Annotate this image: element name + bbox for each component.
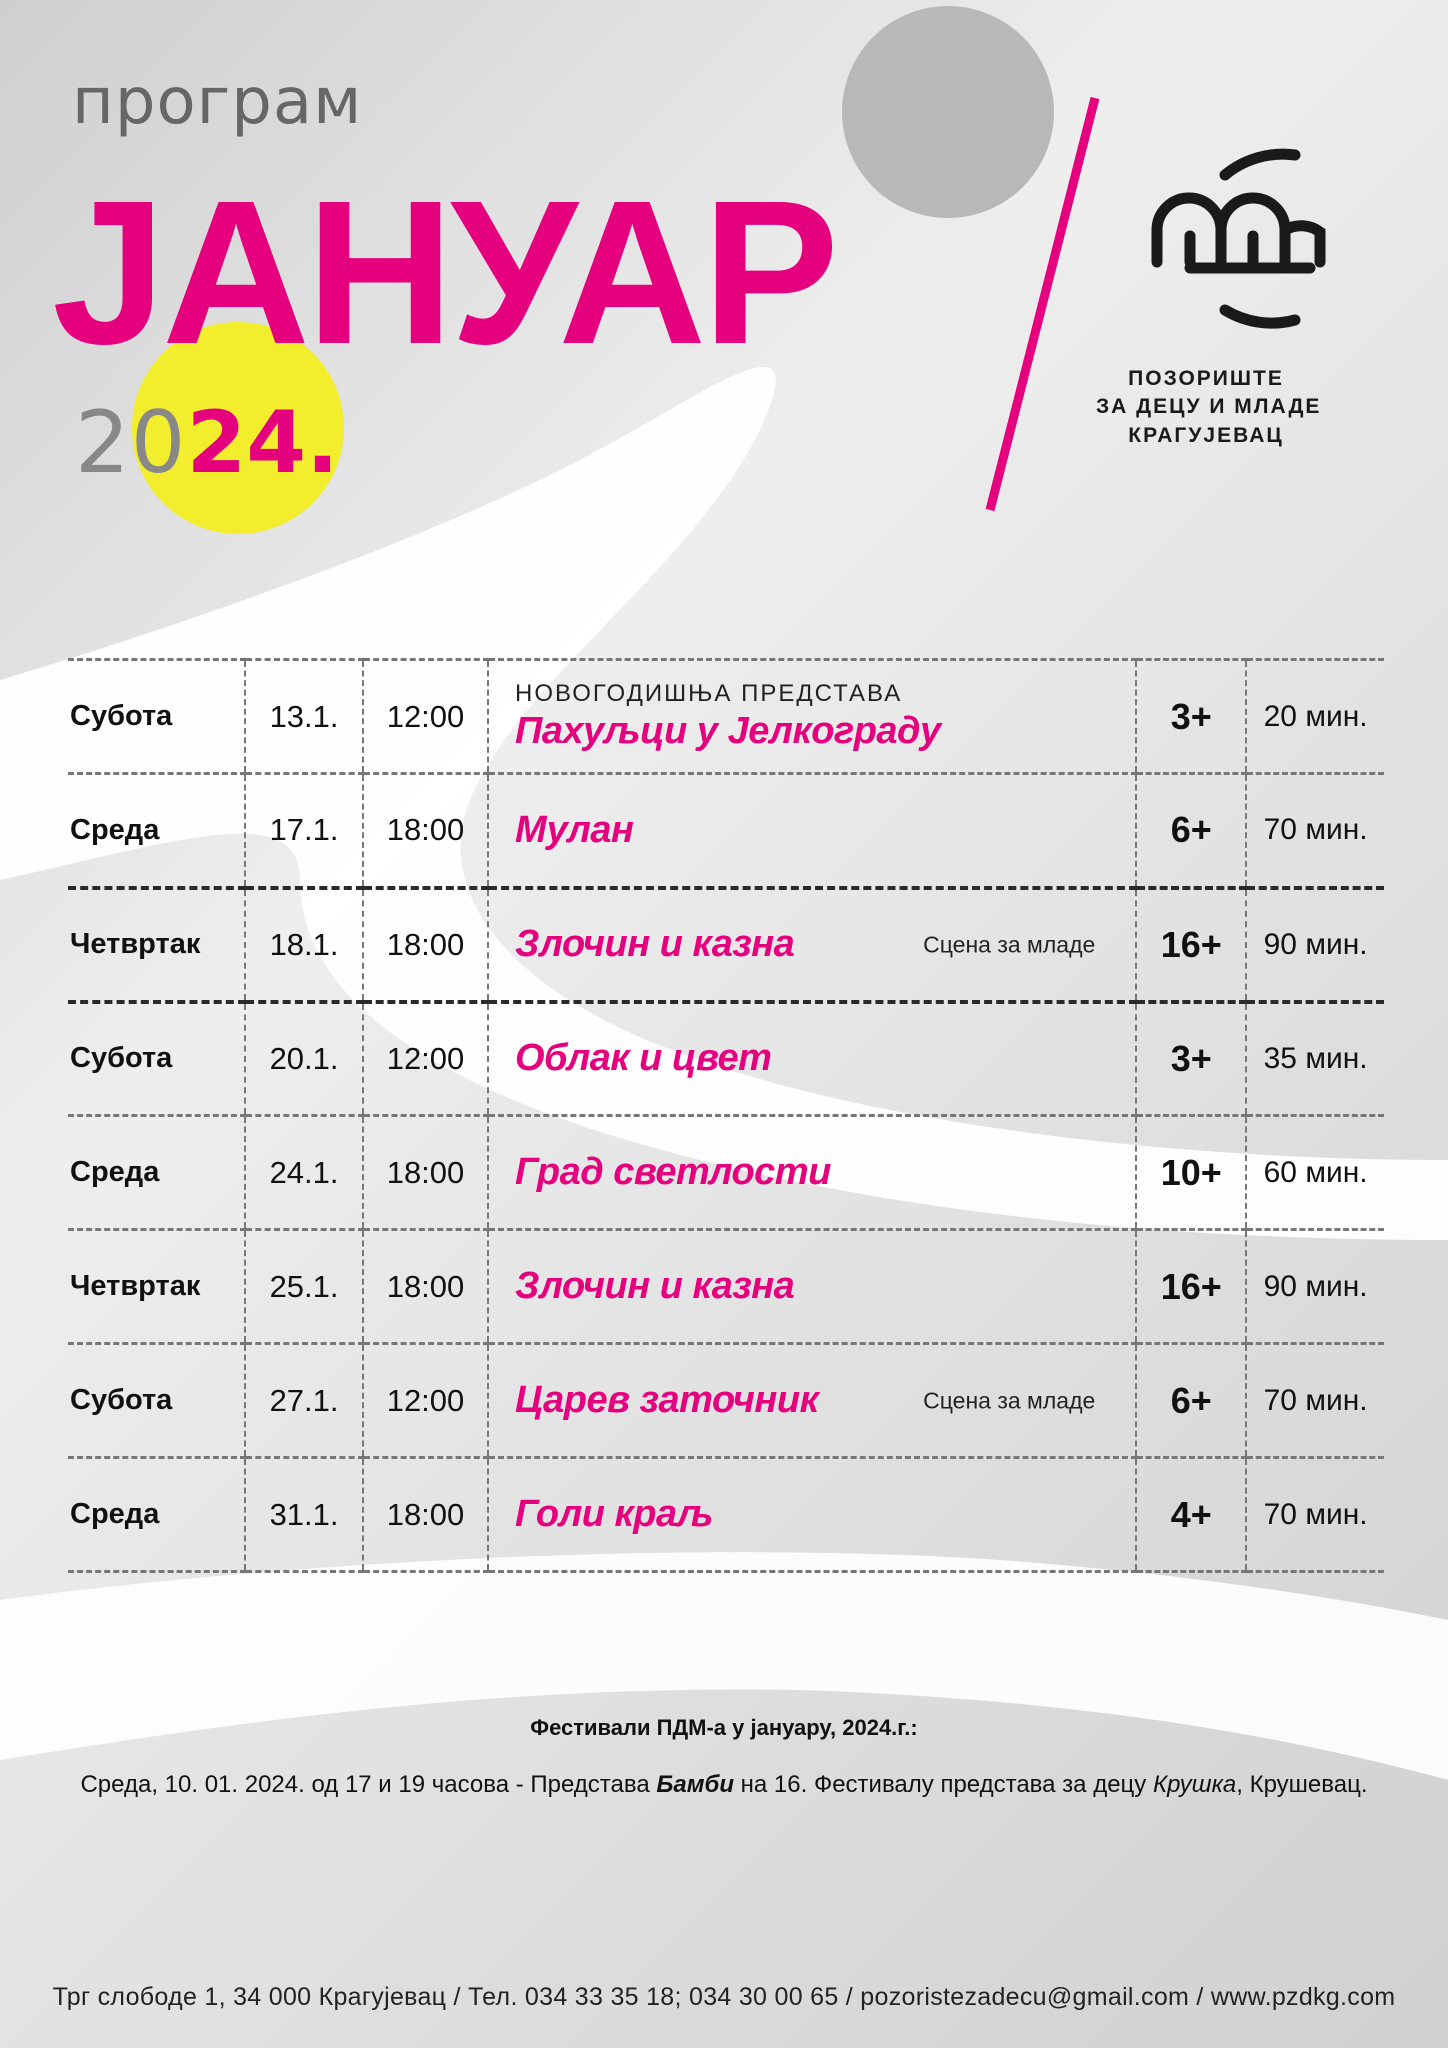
row-duration: 70 мин. bbox=[1246, 1458, 1384, 1572]
row-time: 18:00 bbox=[363, 888, 488, 1002]
table-row bbox=[68, 660, 1384, 774]
table-row bbox=[68, 1230, 1384, 1344]
row-age: 16+ bbox=[1136, 888, 1246, 1002]
white-wave-bottom bbox=[0, 1552, 1448, 1780]
theatre-name-line: ЗА ДЕЦУ И МЛАДЕ bbox=[1096, 395, 1322, 419]
row-title: Царев заточник bbox=[515, 1379, 819, 1421]
table-row bbox=[68, 1002, 1384, 1116]
row-venue: Сцена за младе bbox=[923, 931, 1096, 957]
row-time: 18:00 bbox=[363, 1458, 488, 1572]
row-title-cell bbox=[488, 1002, 1136, 1116]
row-age: 4+ bbox=[1136, 1458, 1246, 1572]
row-title: Облак и цвет bbox=[515, 1037, 772, 1080]
row-duration: 20 мин. bbox=[1246, 660, 1384, 774]
month-title: ЈАНУАР bbox=[52, 158, 835, 387]
row-title: Мулан bbox=[515, 808, 634, 851]
row-date: 25.1. bbox=[245, 1230, 363, 1344]
row-pre-title: НОВОГОДИШЊА ПРЕДСТАВА bbox=[515, 680, 903, 707]
festivals-play: Бамби bbox=[656, 1771, 734, 1798]
row-day: Субота bbox=[68, 1344, 245, 1458]
theatre-name bbox=[1096, 365, 1322, 450]
row-time: 12:00 bbox=[363, 1344, 488, 1458]
year-suffix: 24. bbox=[186, 393, 339, 493]
row-date: 20.1. bbox=[245, 1002, 363, 1116]
festivals-line bbox=[0, 1771, 1448, 1799]
row-title-cell bbox=[488, 1458, 1136, 1572]
row-day: Субота bbox=[68, 660, 245, 774]
row-date: 18.1. bbox=[245, 888, 363, 1002]
row-day: Субота bbox=[68, 1002, 245, 1116]
row-title-cell bbox=[488, 1230, 1136, 1344]
row-date: 13.1. bbox=[245, 660, 363, 774]
table-row bbox=[68, 1344, 1384, 1458]
row-duration: 90 мин. bbox=[1246, 888, 1384, 1002]
festivals-text: Среда, 10. 01. 2024. од 17 и 19 часова - Представа bbox=[80, 1771, 657, 1798]
theatre-name-line: ПОЗОРИШТЕ bbox=[1128, 367, 1284, 390]
footer-contact: Трг слободе 1, 34 000 Крагујевац / Тел. 034 33 35 18; 034 30 00 65 / pozoristezadecu@gmail.com / www.pzdkg.com bbox=[52, 1983, 1396, 2011]
row-venue: Сцена за младе bbox=[923, 1387, 1096, 1413]
row-time: 12:00 bbox=[363, 660, 488, 774]
festivals-title: Фестивали ПДМ-а у јануару, 2024.г.: bbox=[530, 1715, 918, 1740]
row-duration: 35 мин. bbox=[1246, 1002, 1384, 1116]
row-title: Злочин и казна bbox=[515, 923, 795, 965]
row-date: 24.1. bbox=[245, 1116, 363, 1230]
row-title-cell bbox=[488, 1344, 1136, 1458]
row-age: 6+ bbox=[1136, 1344, 1246, 1458]
row-time: 18:00 bbox=[363, 1230, 488, 1344]
row-duration: 70 мин. bbox=[1246, 1344, 1384, 1458]
row-time: 18:00 bbox=[363, 1116, 488, 1230]
row-day: Среда bbox=[68, 774, 245, 888]
row-age: 3+ bbox=[1136, 660, 1246, 774]
row-title: Голи краљ bbox=[515, 1493, 713, 1535]
theatre-logo-icon bbox=[1157, 154, 1320, 323]
festivals-festival: Крушка bbox=[1152, 1771, 1237, 1798]
row-duration: 90 мин. bbox=[1246, 1230, 1384, 1344]
row-age: 10+ bbox=[1136, 1116, 1246, 1230]
row-date: 17.1. bbox=[245, 774, 363, 888]
row-date: 31.1. bbox=[245, 1458, 363, 1572]
row-duration: 70 мин. bbox=[1246, 774, 1384, 888]
row-age: 3+ bbox=[1136, 1002, 1246, 1116]
row-time: 18:00 bbox=[363, 774, 488, 888]
year-prefix: 20 bbox=[75, 393, 187, 493]
row-day: Среда bbox=[68, 1458, 245, 1572]
row-day: Среда bbox=[68, 1116, 245, 1230]
year bbox=[75, 393, 339, 493]
row-title-cell bbox=[488, 888, 1136, 1002]
row-title: Град светлости bbox=[515, 1151, 831, 1193]
row-title: Пахуљци у Јелкограду bbox=[515, 710, 941, 752]
gray-circle bbox=[842, 6, 1054, 218]
festivals-text: на 16. Фестивалу представа за децу bbox=[733, 1771, 1153, 1798]
row-title-cell bbox=[488, 660, 1136, 774]
row-title-cell bbox=[488, 774, 1136, 888]
row-time: 12:00 bbox=[363, 1002, 488, 1116]
theatre-name-line: КРАГУЈЕВАЦ bbox=[1128, 423, 1284, 447]
row-day: Четвртак bbox=[68, 1230, 245, 1344]
festivals-text: , Крушевац. bbox=[1236, 1771, 1368, 1798]
row-day: Четвртак bbox=[68, 888, 245, 1002]
row-title: Злочин и казна bbox=[515, 1265, 795, 1307]
row-date: 27.1. bbox=[245, 1344, 363, 1458]
program-label: програм bbox=[72, 65, 363, 139]
schedule-table bbox=[68, 658, 1384, 1573]
table-row bbox=[68, 1458, 1384, 1572]
table-row bbox=[68, 1116, 1384, 1230]
row-age: 16+ bbox=[1136, 1230, 1246, 1344]
row-age: 6+ bbox=[1136, 774, 1246, 888]
row-duration: 60 мин. bbox=[1246, 1116, 1384, 1230]
table-row bbox=[68, 888, 1384, 1002]
table-row bbox=[68, 774, 1384, 888]
row-title-cell bbox=[488, 1116, 1136, 1230]
